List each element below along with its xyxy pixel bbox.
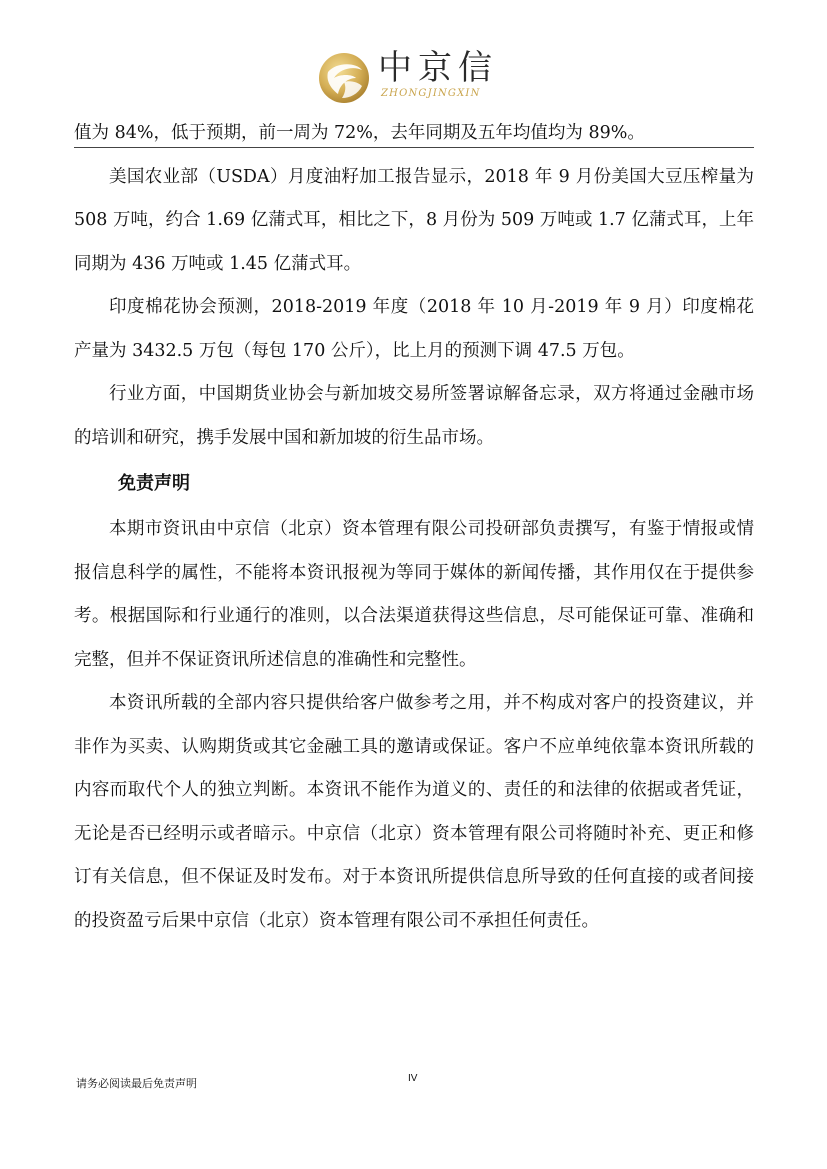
logo-icon [318,52,370,104]
news-paragraph: 印度棉花协会预测，2018-2019 年度（2018 年 10 月-2019 年 9 月）印度棉花产量为 3432.5 万包（每包 170 公斤），比上月的预测下调 47.5 万包。 [74,297,754,361]
news-paragraph: 行业方面，中国期货业协会与新加坡交易所签署谅解备忘录，双方将通过金融市场的培训和研究，携手发展中国和新加坡的衍生品市场。 [74,384,754,448]
footer-note: 请务必阅读最后免责声明 [76,1077,197,1090]
page-number: IV [408,1073,418,1084]
page-header [0,44,827,104]
page-content [74,112,754,943]
disclaimer-paragraph: 本资讯所载的全部内容只提供给客户做参考之用，并不构成对客户的投资建议，并非作为买卖、认购期货或其它金融工具的邀请或保证。客户不应单纯依靠本资讯所载的内容而取代个人的独立判断。本资讯不能作为道义的、责任的和法律的依据或者凭证，无论是否已经明示或者暗示。中京信（北京）资本管理有限公司将随时补充、更正和修订有关信息，但不保证及时发布。对于本资讯所提供信息所导致的任何直接的或者间接的投资盈亏后果中京信（北京）资本管理有限公司不承担任何责任。 [74,693,754,931]
news-paragraph: 值为 84%，低于预期，前一周为 72%，去年同期及五年均值均为 89%。 [74,123,645,143]
disclaimer-heading: 免责声明 [118,473,190,494]
news-paragraph: 美国农业部（USDA）月度油籽加工报告显示，2018 年 9 月份美国大豆压榨量为 508 万吨，约合 1.69 亿蒲式耳，相比之下，8 月份为 509 万吨或 1.7 亿蒲式耳，上年同期为 436 万吨或 1.45 亿蒲式耳。 [74,166,754,274]
brand-name: 中京信 [378,48,498,88]
disclaimer-paragraph: 本期市资讯由中京信（北京）资本管理有限公司投研部负责撰写，有鉴于情报或情报信息科学的属性，不能将本资讯报视为等同于媒体的新闻传播，其作用仅在于提供参考。根据国际和行业通行的准则，以合法渠道获得这些信息，尽可能保证可靠、准确和完整，但并不保证资讯所述信息的准确性和完整性。 [74,519,754,670]
brand-english-name: ZHONGJINGXIN [381,88,481,99]
